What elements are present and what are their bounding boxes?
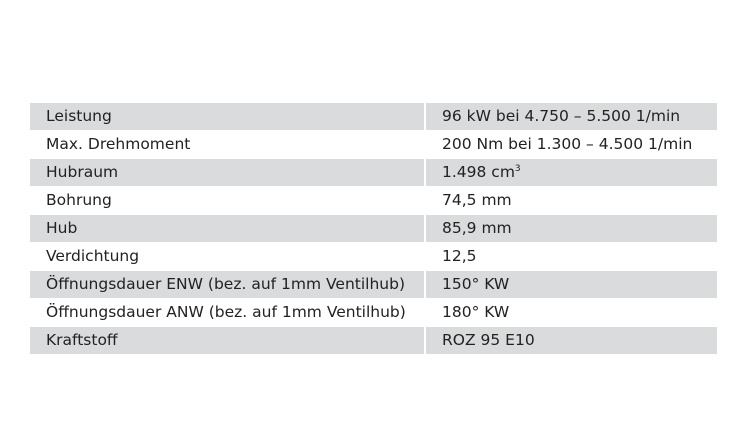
engine-specs-table (30, 103, 717, 355)
spec-value (425, 159, 717, 187)
spec-label: Hub (30, 215, 425, 243)
spec-value: 180° KW (425, 299, 717, 327)
table-row (30, 159, 717, 187)
table-row (30, 299, 717, 327)
superscript-unit: 3 (514, 164, 521, 175)
table-row (30, 131, 717, 159)
table-row (30, 187, 717, 215)
table-row (30, 243, 717, 271)
spec-label: Kraftstoff (30, 327, 425, 355)
table-row (30, 327, 717, 355)
spec-value: 150° KW (425, 271, 717, 299)
spec-value: 200 Nm bei 1.300 – 4.500 1/min (425, 131, 717, 159)
spec-label: Verdichtung (30, 243, 425, 271)
spec-label: Max. Drehmoment (30, 131, 425, 159)
spec-label: Bohrung (30, 187, 425, 215)
table-row (30, 215, 717, 243)
table-row (30, 103, 717, 131)
spec-label: Leistung (30, 103, 425, 131)
table-row (30, 271, 717, 299)
spec-value: ROZ 95 E10 (425, 327, 717, 355)
spec-label: Öffnungsdauer ANW (bez. auf 1mm Ventilhub) (30, 299, 425, 327)
spec-value: 96 kW bei 4.750 – 5.500 1/min (425, 103, 717, 131)
spec-label: Hubraum (30, 159, 425, 187)
spec-value: 85,9 mm (425, 215, 717, 243)
spec-value-text: 1.498 cm (442, 163, 515, 182)
spec-value: 12,5 (425, 243, 717, 271)
spec-value: 74,5 mm (425, 187, 717, 215)
spec-label: Öffnungsdauer ENW (bez. auf 1mm Ventilhub) (30, 271, 425, 299)
